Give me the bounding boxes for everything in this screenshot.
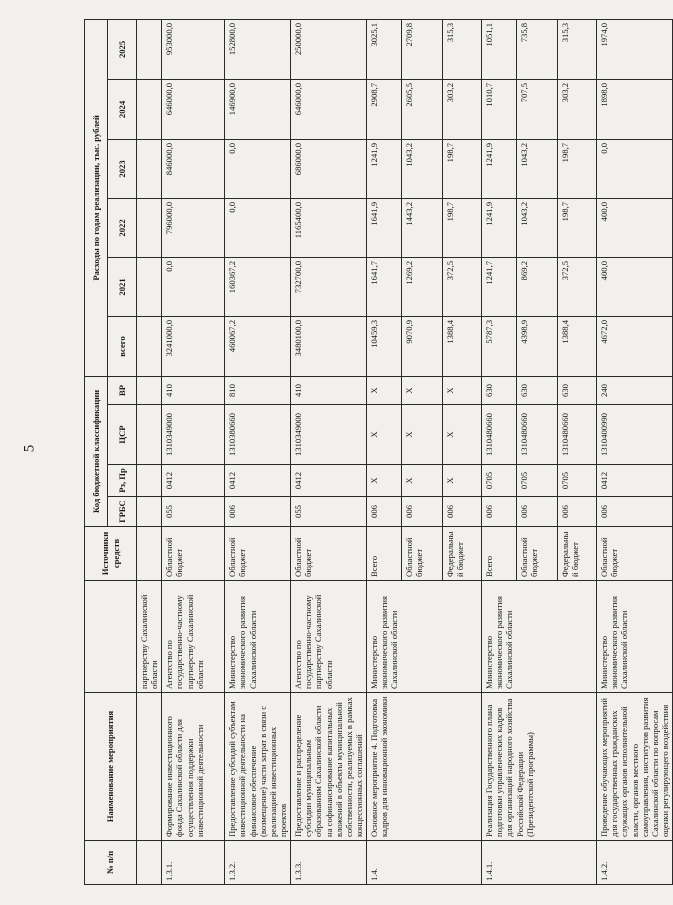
cell-grbs: 006 xyxy=(517,497,558,527)
cell-2023: 1043,2 xyxy=(402,139,443,198)
cell-csr: X xyxy=(367,405,402,465)
cell-csr: X xyxy=(402,405,443,465)
cell-name: Предоставление и распределение субсидии муниципальным образованиям Сахалинской области на софинансирование капитальных вложений в объекты муниципальной собственности, реализуемых в рамках концессионных соглашений xyxy=(291,693,367,841)
cell-vr: 630 xyxy=(558,376,597,404)
cell-source xyxy=(137,527,162,581)
cell-2021: 372,5 xyxy=(443,257,482,316)
cell-rzpr: 0705 xyxy=(517,465,558,497)
rotated-table-wrapper xyxy=(84,20,670,885)
header-grbs: ГРБС xyxy=(108,497,137,527)
cell-2021: 1269,2 xyxy=(402,257,443,316)
table-row xyxy=(137,19,162,884)
cell-source: Областной бюджет xyxy=(225,527,291,581)
cell-2021: 1241,7 xyxy=(482,257,517,316)
cell-executor: Агентство по государственно-частному партнерству Сахалинской области xyxy=(291,581,367,693)
cell-grbs: 006 xyxy=(558,497,597,527)
cell-2024: 646000,0 xyxy=(162,79,225,139)
cell-2022: 796000,0 xyxy=(162,198,225,257)
cell-2024 xyxy=(137,79,162,139)
header-name: Наименование мероприятия xyxy=(85,693,137,841)
table-row xyxy=(597,19,673,884)
cell-total xyxy=(137,316,162,376)
cell-total: 4672,0 xyxy=(597,316,673,376)
cell-2022: 400,0 xyxy=(597,198,673,257)
header-executor xyxy=(85,581,137,693)
cell-csr: 1310380660 xyxy=(225,405,291,465)
cell-name: Формирование инвестиционного фонда Сахалинской области для осуществления поддержки инвестиционной деятельности xyxy=(162,693,225,841)
cell-name: Проведение обучающих мероприятий для государственных гражданских служащих органов исполнительной власти, органов местного самоуправления, институтов развития Сахалинской области по вопросам оценки регулирующего воздействия xyxy=(597,693,673,841)
cell-source: Областной бюджет xyxy=(291,527,367,581)
cell-vr xyxy=(137,376,162,404)
header-year-2025: 2025 xyxy=(108,19,137,79)
cell-grbs: 006 xyxy=(482,497,517,527)
cell-grbs: 006 xyxy=(225,497,291,527)
cell-2024: 707,5 xyxy=(517,79,558,139)
cell-num: 1.4.2. xyxy=(597,841,673,885)
cell-2021: 0,0 xyxy=(162,257,225,316)
cell-2023: 198,7 xyxy=(558,139,597,198)
cell-rzpr: X xyxy=(443,465,482,497)
cell-2022: 198,7 xyxy=(558,198,597,257)
cell-rzpr: 0412 xyxy=(162,465,225,497)
header-vr: ВР xyxy=(108,376,137,404)
cell-grbs: 006 xyxy=(597,497,673,527)
header-row-1 xyxy=(85,19,108,884)
header-num: № п/п xyxy=(85,841,137,885)
cell-2021: 1641,7 xyxy=(367,257,402,316)
cell-executor: Министерство экономического развития Сахалинской области xyxy=(225,581,291,693)
cell-grbs: 006 xyxy=(443,497,482,527)
cell-2024: 303,2 xyxy=(558,79,597,139)
cell-executor: Агентство по государственно-частному партнерству Сахалинской области xyxy=(162,581,225,693)
cell-vr: 410 xyxy=(291,376,367,404)
cell-name: Предоставление субсидий субъектам инвестиционной деятельности на финансовое обеспечение (возмещение) части затрат в связи с реализацией инвестиционных проектов xyxy=(225,693,291,841)
cell-total: 3241000,0 xyxy=(162,316,225,376)
cell-grbs: 055 xyxy=(162,497,225,527)
cell-source: Всего xyxy=(482,527,517,581)
cell-vr: 410 xyxy=(162,376,225,404)
cell-num: 1.4.1. xyxy=(482,841,597,885)
cell-source: Всего xyxy=(367,527,402,581)
cell-rzpr: 0412 xyxy=(291,465,367,497)
cell-2023: 198,7 xyxy=(443,139,482,198)
table-row xyxy=(162,19,225,884)
cell-grbs xyxy=(137,497,162,527)
cell-2025: 953000,0 xyxy=(162,19,225,79)
cell-vr: X xyxy=(367,376,402,404)
cell-2023: 686000,0 xyxy=(291,139,367,198)
cell-2023: 0,0 xyxy=(225,139,291,198)
cell-num: 1.3.3. xyxy=(291,841,367,885)
cell-2023: 1043,2 xyxy=(517,139,558,198)
cell-2022: 1641,9 xyxy=(367,198,402,257)
cell-csr: 1310400990 xyxy=(597,405,673,465)
cell-csr: 1310349000 xyxy=(162,405,225,465)
cell-2021: 372,5 xyxy=(558,257,597,316)
cell-total: 4398,9 xyxy=(517,316,558,376)
cell-executor: партнерству Сахалинской области xyxy=(137,581,162,693)
cell-2025: 735,8 xyxy=(517,19,558,79)
cell-total: 9070,9 xyxy=(402,316,443,376)
cell-2025: 315,3 xyxy=(443,19,482,79)
cell-2022: 1165400,0 xyxy=(291,198,367,257)
cell-source: Областной бюджет xyxy=(162,527,225,581)
cell-grbs: 006 xyxy=(402,497,443,527)
budget-table xyxy=(84,19,673,885)
cell-2024: 146900,0 xyxy=(225,79,291,139)
cell-vr: 240 xyxy=(597,376,673,404)
cell-2022: 1241,9 xyxy=(482,198,517,257)
header-year-2024: 2024 xyxy=(108,79,137,139)
cell-total: 460067,2 xyxy=(225,316,291,376)
table-row xyxy=(367,19,402,884)
cell-name xyxy=(137,693,162,841)
cell-csr: X xyxy=(443,405,482,465)
cell-2025: 1974,0 xyxy=(597,19,673,79)
cell-2024: 1898,0 xyxy=(597,79,673,139)
cell-num: 1.3.1. xyxy=(162,841,225,885)
cell-num xyxy=(137,841,162,885)
cell-2021: 400,0 xyxy=(597,257,673,316)
header-expenses: Расходы по годам реализации, тыс. рублей xyxy=(85,19,108,376)
table-row xyxy=(482,19,517,884)
cell-2021: 732700,0 xyxy=(291,257,367,316)
cell-name: Основное мероприятие 4. Подготовка кадров для инновационной экономики xyxy=(367,693,482,841)
cell-2024: 646000,0 xyxy=(291,79,367,139)
cell-2021: 869,2 xyxy=(517,257,558,316)
cell-2024: 1010,7 xyxy=(482,79,517,139)
cell-total: 1388,4 xyxy=(558,316,597,376)
cell-2025: 1051,1 xyxy=(482,19,517,79)
cell-executor: Министерство экономического развития Сахалинской области xyxy=(367,581,482,693)
cell-rzpr: X xyxy=(367,465,402,497)
cell-source: Областной бюджет xyxy=(402,527,443,581)
cell-num: 1.3.2. xyxy=(225,841,291,885)
cell-csr: 1310480660 xyxy=(482,405,517,465)
cell-vr: 630 xyxy=(482,376,517,404)
cell-total: 10459,3 xyxy=(367,316,402,376)
cell-2023 xyxy=(137,139,162,198)
cell-total: 1388,4 xyxy=(443,316,482,376)
page-number: 5 xyxy=(21,444,38,453)
cell-2023: 1241,9 xyxy=(367,139,402,198)
cell-vr: 810 xyxy=(225,376,291,404)
cell-source: Федеральный бюджет xyxy=(443,527,482,581)
cell-executor: Министерство экономического развития Сахалинской области xyxy=(597,581,673,693)
header-csr: ЦСР xyxy=(108,405,137,465)
cell-csr: 1310480660 xyxy=(558,405,597,465)
cell-2025: 3025,1 xyxy=(367,19,402,79)
cell-2024: 2908,7 xyxy=(367,79,402,139)
cell-2024: 2605,5 xyxy=(402,79,443,139)
cell-total: 3480100,0 xyxy=(291,316,367,376)
header-year-2023: 2023 xyxy=(108,139,137,198)
cell-rzpr xyxy=(137,465,162,497)
cell-2025: 250000,0 xyxy=(291,19,367,79)
cell-2023: 1241,9 xyxy=(482,139,517,198)
cell-2025 xyxy=(137,19,162,79)
cell-source: Областной бюджет xyxy=(517,527,558,581)
cell-2022: 198,7 xyxy=(443,198,482,257)
cell-rzpr: 0412 xyxy=(597,465,673,497)
table-row xyxy=(291,19,367,884)
table-row xyxy=(225,19,291,884)
header-total: всего xyxy=(108,316,137,376)
cell-csr: 1310480660 xyxy=(517,405,558,465)
cell-vr: X xyxy=(443,376,482,404)
header-year-2021: 2021 xyxy=(108,257,137,316)
cell-2022: 1443,2 xyxy=(402,198,443,257)
cell-csr xyxy=(137,405,162,465)
cell-rzpr: X xyxy=(402,465,443,497)
cell-grbs: 006 xyxy=(367,497,402,527)
cell-2025: 152800,0 xyxy=(225,19,291,79)
cell-vr: X xyxy=(402,376,443,404)
cell-source: Федеральный бюджет xyxy=(558,527,597,581)
header-rzpr: Рз, Пр xyxy=(108,465,137,497)
cell-2022 xyxy=(137,198,162,257)
cell-2022: 0,0 xyxy=(225,198,291,257)
cell-csr: 1310349000 xyxy=(291,405,367,465)
cell-rzpr: 0705 xyxy=(558,465,597,497)
cell-2023: 846000,0 xyxy=(162,139,225,198)
cell-rzpr: 0705 xyxy=(482,465,517,497)
cell-executor: Министерство экономического развития Сахалинской области xyxy=(482,581,597,693)
cell-total: 5787,3 xyxy=(482,316,517,376)
cell-num: 1.4. xyxy=(367,841,482,885)
cell-2025: 2709,8 xyxy=(402,19,443,79)
cell-name: Реализация Государственного плана подготовки управленческих кадров для организаций народного хозяйства Российской Федерации (Президентской программы) xyxy=(482,693,597,841)
cell-2025: 315,3 xyxy=(558,19,597,79)
cell-vr: 630 xyxy=(517,376,558,404)
header-budget-code: Код бюджетной классификации xyxy=(85,376,108,526)
header-sources: Источники средств xyxy=(85,527,137,581)
cell-2021: 160367,2 xyxy=(225,257,291,316)
cell-2024: 303,2 xyxy=(443,79,482,139)
header-year-2022: 2022 xyxy=(108,198,137,257)
cell-2021 xyxy=(137,257,162,316)
cell-rzpr: 0412 xyxy=(225,465,291,497)
cell-grbs: 055 xyxy=(291,497,367,527)
cell-2023: 0,0 xyxy=(597,139,673,198)
cell-2022: 1043,2 xyxy=(517,198,558,257)
cell-source: Областной бюджет xyxy=(597,527,673,581)
